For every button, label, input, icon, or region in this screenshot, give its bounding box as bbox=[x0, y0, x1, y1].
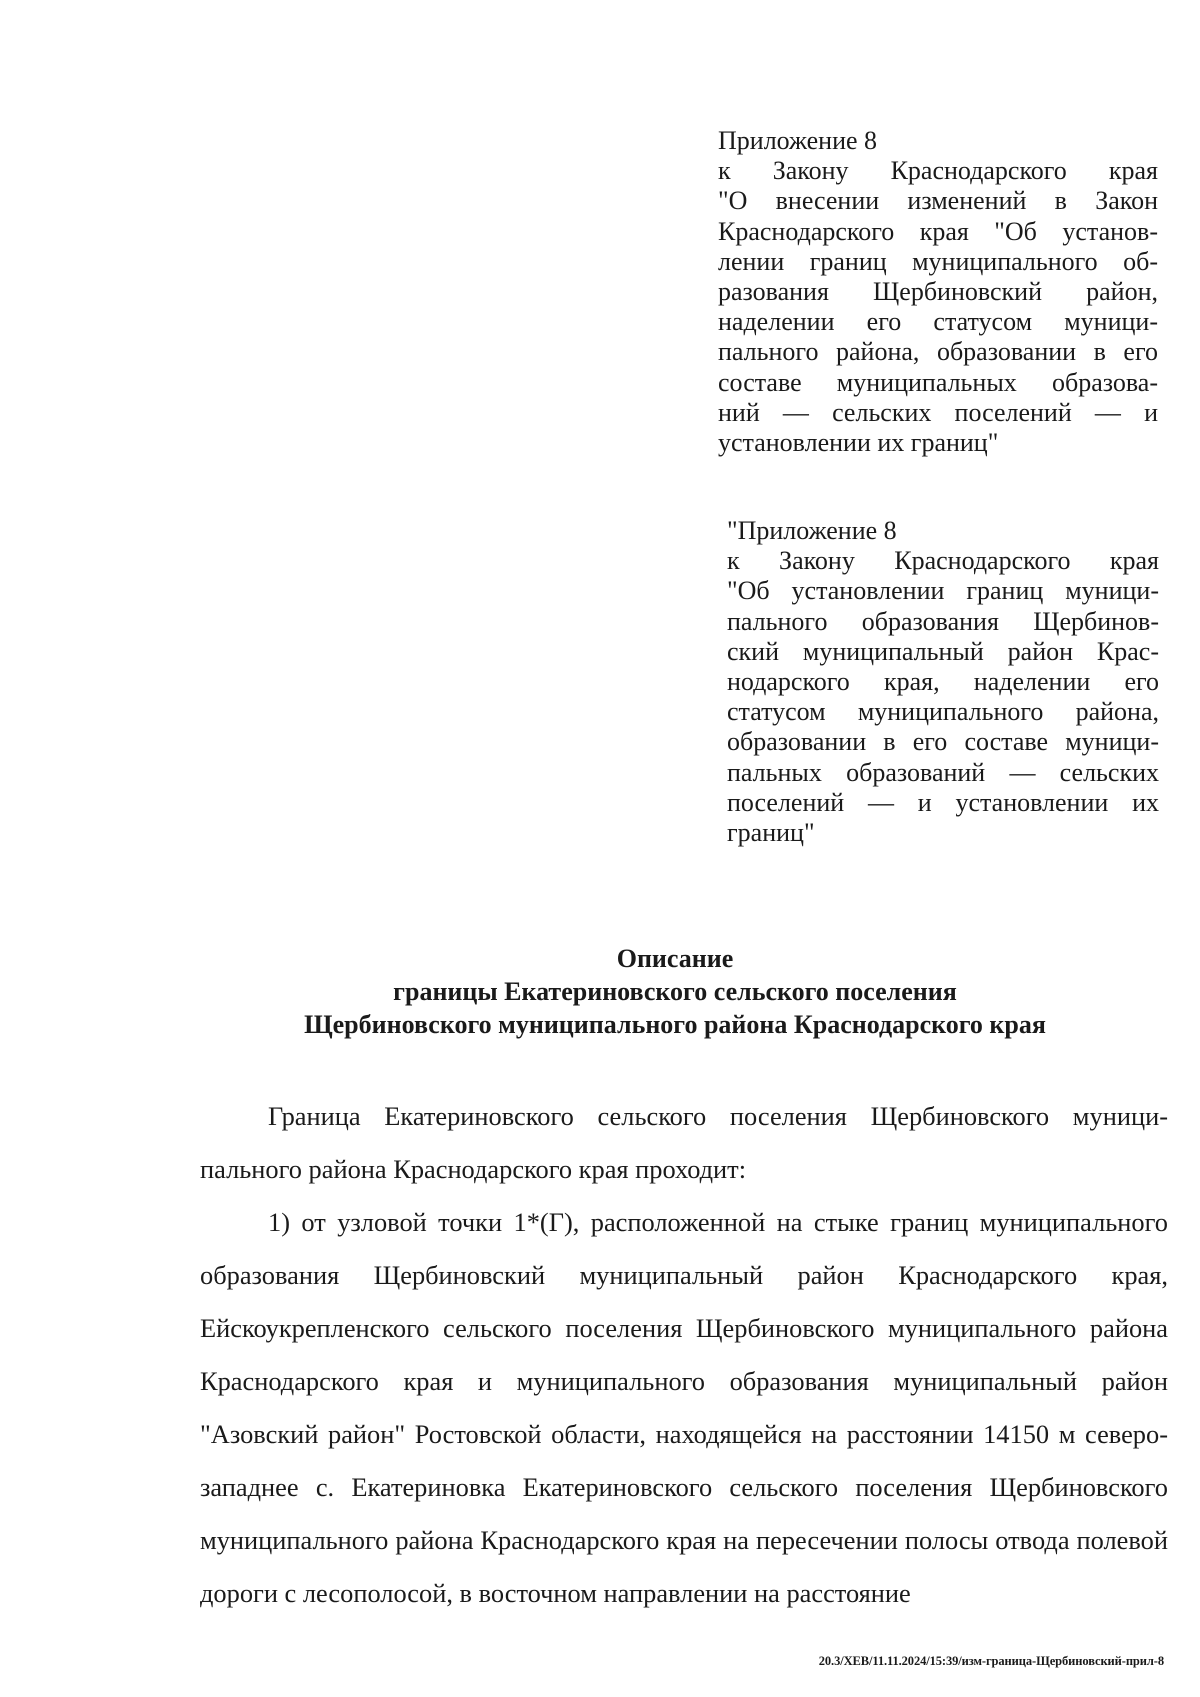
annex-line: составе муниципальных образова- bbox=[718, 367, 1158, 397]
annex-line: пальных образований — сельских bbox=[727, 757, 1159, 787]
annex-line: к Закону Краснодарского края bbox=[727, 546, 1159, 576]
annex-line: "Об установлении границ муници- bbox=[727, 576, 1159, 606]
title-line-3: Щербиновского муниципального района Краснодарского края bbox=[304, 1010, 1046, 1039]
annex-line: лении границ муниципального об- bbox=[718, 246, 1158, 276]
annex-line: поселений — и установлении их bbox=[727, 787, 1159, 817]
document-title bbox=[190, 942, 1160, 1041]
annex-line: статусом муниципального района, bbox=[727, 697, 1159, 727]
annex-line: нодарского края, наделении его bbox=[727, 667, 1159, 697]
annex-line: установлении их границ" bbox=[718, 428, 999, 458]
annex-line: ний — сельских поселений — и bbox=[718, 397, 1158, 427]
annex-line: наделении его статусом муници- bbox=[718, 307, 1158, 337]
annex-line: к Закону Краснодарского края bbox=[718, 156, 1158, 186]
annex-line: пального образования Щербинов- bbox=[727, 606, 1159, 636]
annex-line: "О внесении изменений в Закон bbox=[718, 186, 1158, 216]
annex-current-law-header bbox=[718, 126, 1158, 458]
document-body bbox=[200, 1090, 1168, 1620]
annex-line: "Приложение 8 bbox=[727, 516, 897, 545]
annex-line: Краснодарского края "Об установ- bbox=[718, 216, 1158, 246]
annex-line: ский муниципальный район Крас- bbox=[727, 636, 1159, 666]
body-paragraph-intro: Граница Екатериновского сельского поселения Щербиновского муниципального района Краснодарского края проходит: bbox=[200, 1101, 1168, 1184]
annex-line: образовании в его составе муници- bbox=[727, 727, 1159, 757]
annex-amended-law-header bbox=[727, 516, 1159, 848]
annex-line: пального района, образовании в его bbox=[718, 337, 1158, 367]
document-footer-stamp: 20.3/ХЕВ/11.11.2024/15:39/изм-граница-Щербиновский-прил-8 bbox=[818, 1654, 1164, 1668]
annex-line: Приложение 8 bbox=[718, 126, 878, 155]
annex-line: разования Щербиновский район, bbox=[718, 277, 1158, 307]
title-line-2: границы Екатериновского сельского поселения bbox=[393, 977, 957, 1006]
title-line-1: Описание bbox=[616, 944, 734, 973]
annex-line: границ" bbox=[727, 818, 815, 848]
body-paragraph-point-1: 1) от узловой точки 1*(Г), расположенной на стыке границ муниципального образования Щербиновский муниципальный район Краснодарского края, Ейскоукрепленского сельского поселения Щербиновского муниципального района Краснодарского края и муниципального образования муниципальный район "Азовский район" Ростовской области, находящейся на расстоянии 14150 м северо-западнее с. Екатериновка Екатериновского сельского поселения Щербиновского муниципального района Краснодарского края на пересечении полосы отвода полевой дороги с лесополосой, в восточном направлении на расстояние bbox=[200, 1207, 1168, 1608]
